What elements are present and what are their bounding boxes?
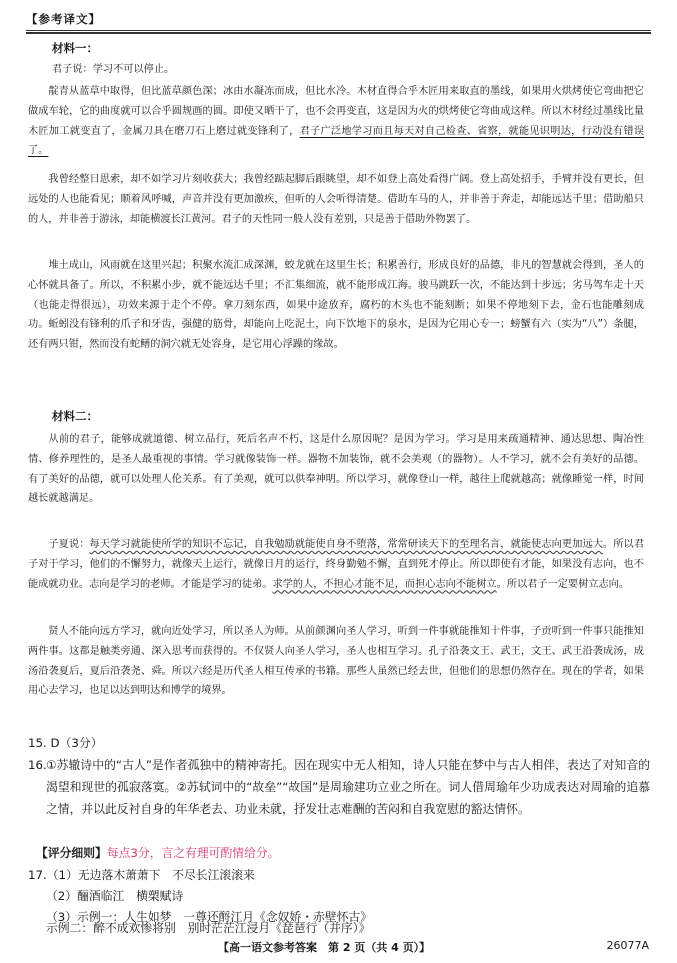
answer-17-2: （2）酾酒临江 横槊赋诗 [46,889,184,903]
paragraph-text: 靛青从蓝草中取得，但比蓝草颜色深；冰由水凝冻而成，但比水冷。木材直得合乎木匠用来取直的墨线，如果用火烘烤使它弯曲把它做成车轮，它的曲度就可以合乎圆规画的圆。即使又晒干了，也不会再变直，这是因为火的烘烤使它弯曲成这样。所以木材经过墨线比量木匠加工就变直了，金属刀具在磨刀石上磨过就变锋利了， [28,86,644,137]
answer-17-4: 示例二：醉不成欢惨将别 别时茫茫江浸月《琵琶行（并序）》 [46,921,371,935]
footer-label: 【高一语文参考答案 第 2 页（共 4 页）】 [218,941,431,954]
paragraph-text: 。所以君子一定要树立志向。 [496,578,630,590]
material-1-lead: 君子说：学习不可以停止。 [52,64,175,75]
paragraph-text: 子夏说： [48,539,90,550]
material-2-paragraph-3: 贤人不能向远方学习，就向近处学习，所以圣人为师。从前颜渊向圣人学习，听到一件事就能推知十件事，子贡听到一件事只能推知两件事。这都是触类旁通、深入思考而获得的。不仅贤人向圣人学习，圣人也相互学习。孔子沿袭文王、武王，文王、武王沿袭成汤，成汤沿袭夏后，夏后沿袭尧、舜。所以六经是历代圣人相互传承的书籍。那些人虽然已经去世，但他们的思想仍然存在。现在的学者，如果用心去学习，也足以达到明达和博学的境界。 [28,626,644,697]
material-1-paragraph-3: 堆土成山，风雨就在这里兴起；积聚水流汇成深渊，蛟龙就在这里生长；积累善行，形成良好的品德，非凡的智慧就会得到，圣人的心怀就具备了。所以，不积累小步，就不能远达千里；不汇集细流，就不能形成江海。骏马跳跃一次，不能达到十步远；劣马驾车走十天（也能走得很远），功效来源于走个不停。拿刀刻东西，如果中途放弃，腐朽的木头也不能刻断；如果不停地刻下去，金石也能雕刻成功。蚯蚓没有锋利的爪子和牙齿，强健的筋骨，却能向上吃泥土，向下饮地下的泉水，是因为它用心专一；螃蟹有六（实为“八”）条腿，还有两只钳，然而没有蛇鳝的洞穴就无处容身，是它用心浮躁的缘故。 [28,260,644,351]
material-2-paragraph-2 [28,535,644,594]
answer-17-3: （3）示例一：人生如梦 一尊还酹江月《念奴娇・赤壁怀古》 [46,910,373,924]
header-rule [26,30,651,31]
criteria-label: 【评分细则】 [36,846,107,860]
material-2-paragraph-1: 从前的君子，能够成就道德、树立品行，死后名声不朽，这是什么原因呢？是因为学习。学习是用来疏通精神、通达思想、陶冶性情、修养理性的，是圣人最重视的事情。学习就像装饰一样。器物不加装饰，就不会美观（的器物）。人不学习，就不会有美好的品德。有了美好的品德，就可以处理人伦关系。有了美观，就可以供奉神明。所以学习，就像登山一样，越往上爬就越高；就像睡觉一样，时间越长就越满足。 [28,434,644,505]
material-1-heading: 材料一： [52,41,98,55]
material-1-paragraph-2: 我曾经整日思索，却不如学习片刻收获大；我曾经踮起脚后跟眺望，却不如登上高处看得广阔。登上高处招手，手臂并没有更长，但远处的人也能看见；顺着风呼喊，声音并没有更加激疾，但听的人会听得清楚。借助车马的人，并非善于奔走，却能远达千里；借助船只的人，并非善于游泳，却能横渡长江黄河。君子的天性同一般人没有差别，只是善于借助外物罢了。 [28,174,644,225]
answer-16-number: 16. [28,758,47,772]
paper-code: 26077A [606,939,649,952]
wavy-underlined-sentence: 求学的人，不担心才能不足，而担心志向不能树立 [272,578,497,590]
scoring-criteria [36,842,658,864]
section-tag: 【参考译文】 [26,12,101,26]
header-rule-thick [26,32,651,34]
answer-17-1: 17.（1）无边落木萧萧下 不尽长江滚滚来 [28,868,255,882]
material-1-paragraph-1 [28,82,644,161]
paragraph-text: 。所以君子对于学习，他们的不懈努力，就像天上运行，就像日月的运行，终身勤勉不懈，直到死才停止。所以即使有才能，如果没有志向，也不能成就功业。志向是学习的老师。才能是学习的徒弟。 [28,539,645,590]
wavy-underlined-sentence: 每天学习就能使所学的知识不忘记，自我勉励就能使自身不堕落，常常研读天下的至理名言，就能使志向更加远大 [89,539,604,550]
criteria-text: 每点3分，言之有理可酌情给分。 [106,846,280,860]
answer-15: 15. D（3分） [28,736,103,750]
answer-16: ①苏辙诗中的“古人”是作者孤独中的精神寄托。因在现实中无人相知，诗人只能在梦中与古人相伴，表达了对知音的渴望和现世的孤寂落寞。②苏轼词中的“故垒”“故国”是周瑜建功立业之所在。词人借周瑜年少功成表达对周瑜的追慕之情，并以此反衬自身的年华老去、功业未就，抒发壮志难酬的苦闷和自我宽慰的豁达情怀。 [46,758,650,816]
underlined-sentence: 君子广泛地学习而且每天对自己检查、省察，就能见识明达，行动没有错误了。 [28,125,645,157]
material-2-heading: 材料二： [52,409,98,423]
